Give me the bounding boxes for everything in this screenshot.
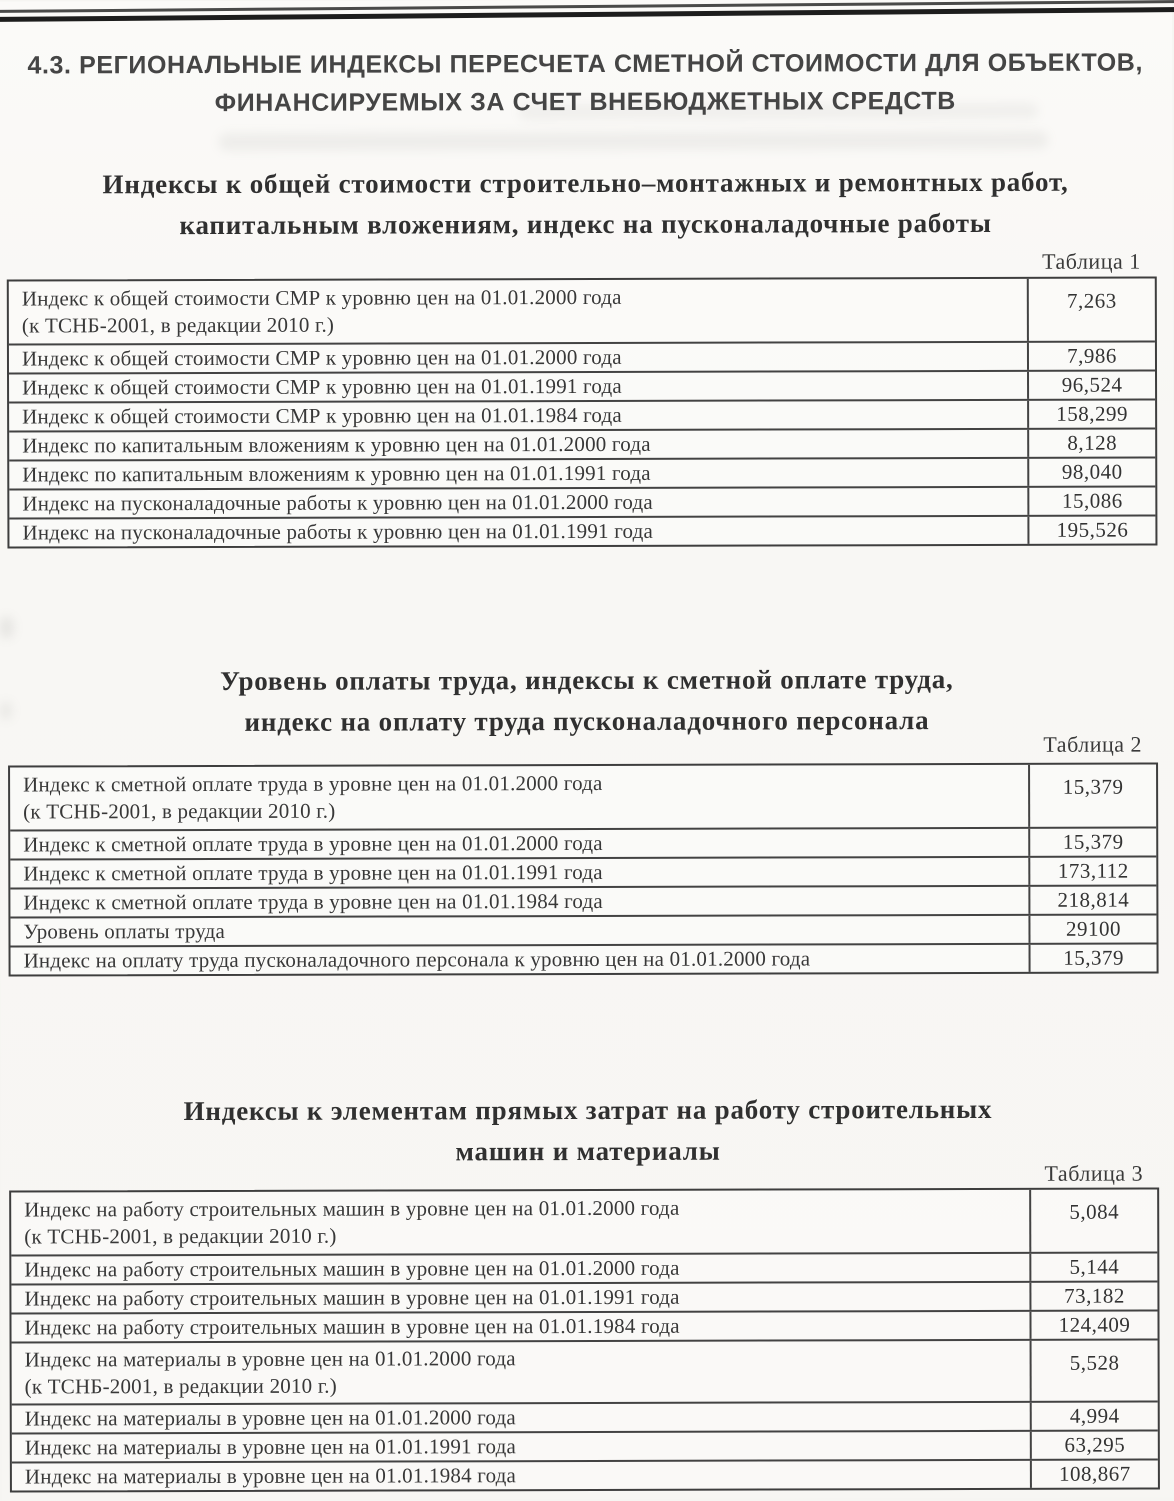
row-label <box>12 1461 1030 1491</box>
table-row <box>10 765 1156 830</box>
row-label <box>9 343 1027 373</box>
table-row <box>11 1281 1157 1313</box>
row-value: 15,086 <box>1027 488 1155 515</box>
row-label <box>12 1432 1030 1462</box>
row-value: 15,379 <box>1028 765 1156 827</box>
section-heading-line1: Уровень оплаты труда, индексы к сметной оплате труда, <box>220 664 954 696</box>
table-row <box>9 279 1155 344</box>
table-row <box>9 399 1155 431</box>
table-row <box>9 515 1155 547</box>
row-label-text: Индекс по капитальным вложениям к уровню цен на 01.01.1991 года <box>22 460 651 487</box>
row-label-text: Индекс на пусконаладочные работы к уровню цен на 01.01.2000 года <box>22 489 653 516</box>
row-value: 195,526 <box>1027 517 1155 544</box>
section-heading-line2: машин и материалы <box>455 1135 721 1167</box>
row-label <box>11 1190 1029 1255</box>
table-row <box>9 457 1155 489</box>
row-label-text: Индекс к общей стоимости СМР к уровню цен на 01.01.1991 года <box>22 373 622 400</box>
row-value: 108,867 <box>1030 1461 1158 1488</box>
margin-smudge <box>0 617 14 639</box>
row-value: 5,528 <box>1030 1341 1158 1401</box>
row-label <box>11 1254 1029 1284</box>
section-labor-pay-indexes <box>0 658 1174 973</box>
section-heading-line1: Индексы к общей стоимости строительно–монтажных и ремонтных работ, <box>102 166 1069 200</box>
table-caption: Таблица 2 <box>1043 731 1143 757</box>
row-label <box>9 372 1027 402</box>
row-value: 63,295 <box>1030 1432 1158 1459</box>
section-heading-line2: капитальным вложениям, индекс на пусконаладочные работы <box>179 207 992 241</box>
row-label-text: Индекс на оплату труда пусконаладочного персонала к уровню цен на 01.01.2000 года <box>23 946 811 973</box>
row-sublabel-text: (к ТСНБ-2001, в редакции 2010 г.) <box>24 1223 337 1249</box>
row-value: 7,986 <box>1027 343 1155 370</box>
row-label <box>9 430 1027 460</box>
row-label-text: Индекс на материалы в уровне цен на 01.01.2000 года <box>24 1405 516 1431</box>
table-row <box>10 827 1156 859</box>
row-label <box>9 459 1027 489</box>
row-label-text: Индекс на материалы в уровне цен на 01.01.2000 года <box>24 1346 516 1372</box>
row-value: 5,084 <box>1029 1190 1157 1252</box>
table-row <box>11 1252 1157 1284</box>
section-smr-indexes <box>0 161 1173 545</box>
document-title <box>0 43 1172 122</box>
row-label-text: Индекс на работу строительных машин в уровне цен на 01.01.1991 года <box>24 1284 680 1311</box>
row-label-text: Индекс к общей стоимости СМР к уровню цен на 01.01.2000 года <box>21 284 622 311</box>
table-row <box>12 1459 1158 1491</box>
bleed-through-smudge <box>218 131 1048 151</box>
row-label <box>10 858 1028 888</box>
table-row <box>11 943 1157 975</box>
row-label <box>10 829 1028 859</box>
row-value: 15,379 <box>1028 829 1156 856</box>
row-value: 173,112 <box>1028 858 1156 885</box>
table-row <box>11 1190 1157 1255</box>
row-value: 158,299 <box>1027 401 1155 428</box>
row-sublabel-text: (к ТСНБ-2001, в редакции 2010 г.) <box>23 798 336 824</box>
row-label-text: Индекс на работу строительных машин в уровне цен на 01.01.2000 года <box>24 1195 680 1222</box>
table-row <box>9 486 1155 518</box>
table-caption: Таблица 1 <box>1042 248 1141 274</box>
row-value: 15,379 <box>1029 945 1157 972</box>
row-value: 5,144 <box>1029 1254 1157 1281</box>
row-label-text: Индекс к общей стоимости СМР к уровню цен на 01.01.1984 года <box>22 402 622 429</box>
row-label-text: Индекс по капитальным вложениям к уровню цен на 01.01.2000 года <box>22 431 651 458</box>
table-caption: Таблица 3 <box>1044 1160 1144 1186</box>
index-table-2 <box>8 763 1159 977</box>
document-title-line2: ФИНАНСИРУЕМЫХ ЗА СЧЕТ ВНЕБЮДЖЕТНЫХ СРЕДСТВ <box>214 87 956 117</box>
row-value: 96,524 <box>1027 372 1155 399</box>
row-value: 218,814 <box>1028 887 1156 914</box>
table-row <box>12 1401 1158 1433</box>
row-label-text: Индекс на работу строительных машин в уровне цен на 01.01.1984 года <box>24 1313 680 1340</box>
row-value: 4,994 <box>1030 1403 1158 1430</box>
row-label <box>12 1341 1030 1404</box>
section-heading <box>1 1088 1174 1173</box>
row-label <box>9 517 1027 547</box>
document-title-line1: 4.3. РЕГИОНАЛЬНЫЕ ИНДЕКСЫ ПЕРЕСЧЕТА СМЕТНОЙ СТОИМОСТИ ДЛЯ ОБЪЕКТОВ, <box>27 48 1144 80</box>
row-label-text: Индекс на материалы в уровне цен на 01.01.1984 года <box>24 1463 517 1489</box>
row-label-text: Индекс на работу строительных машин в уровне цен на 01.01.2000 года <box>24 1255 680 1282</box>
row-value: 73,182 <box>1029 1283 1157 1310</box>
table-row <box>9 428 1155 460</box>
row-label <box>10 887 1028 917</box>
section-heading <box>0 658 1174 743</box>
row-label-text: Индекс к сметной оплате труда в уровне цен на 01.01.1984 года <box>23 888 603 915</box>
section-machines-materials-indexes <box>1 1088 1174 1489</box>
section-heading <box>0 161 1173 246</box>
index-table-1 <box>7 277 1158 549</box>
table-row <box>9 341 1155 373</box>
row-label-text: Индекс к сметной оплате труда в уровне цен на 01.01.1991 года <box>23 859 603 886</box>
row-label <box>9 401 1027 431</box>
index-table-3 <box>9 1188 1160 1493</box>
table-row <box>12 1430 1158 1462</box>
section-heading-line2: индекс на оплату труда пусконаладочного персонала <box>244 705 930 737</box>
row-label-text: Индекс к сметной оплате труда в уровне цен на 01.01.2000 года <box>23 830 603 857</box>
row-sublabel-text: (к ТСНБ-2001, в редакции 2010 г.) <box>24 1373 337 1399</box>
table-row <box>11 1310 1157 1342</box>
table-row <box>10 885 1156 917</box>
row-value: 29100 <box>1028 916 1156 943</box>
table-row <box>12 1339 1158 1404</box>
row-value: 98,040 <box>1027 459 1155 486</box>
row-label-text: Уровень оплаты труда <box>23 918 226 944</box>
row-label-text: Индекс на материалы в уровне цен на 01.01.1991 года <box>24 1434 517 1460</box>
row-label <box>9 488 1027 518</box>
row-label <box>11 1283 1029 1313</box>
table-row <box>9 370 1155 402</box>
section-heading-line1: Индексы к элементам прямых затрат на работу строительных <box>183 1093 993 1127</box>
row-label <box>10 916 1028 946</box>
table-row <box>10 856 1156 888</box>
row-label <box>10 765 1028 830</box>
row-label-text: Индекс на пусконаладочные работы к уровню цен на 01.01.1991 года <box>22 518 654 545</box>
row-value: 124,409 <box>1029 1312 1157 1339</box>
row-label <box>9 279 1027 344</box>
row-value: 8,128 <box>1027 430 1155 457</box>
row-label <box>11 1312 1029 1342</box>
row-label-text: Индекс к сметной оплате труда в уровне цен на 01.01.2000 года <box>23 770 603 797</box>
row-value: 7,263 <box>1027 279 1155 341</box>
row-label-text: Индекс к общей стоимости СМР к уровню цен на 01.01.2000 года <box>21 344 622 371</box>
row-sublabel-text: (к ТСНБ-2001, в редакции 2010 г.) <box>21 312 335 338</box>
row-label <box>11 945 1029 975</box>
table-row <box>10 914 1156 946</box>
row-label <box>12 1403 1030 1433</box>
